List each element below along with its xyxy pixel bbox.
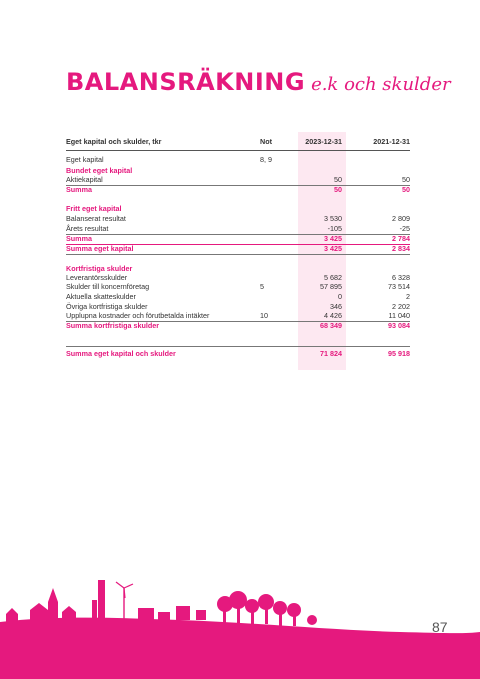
row-value-2023: 0: [338, 292, 342, 301]
row-label: Fritt eget kapital: [66, 204, 122, 213]
row-label: Skulder till koncernföretag: [66, 282, 150, 291]
row-value-2023: 50: [334, 185, 342, 194]
table-row: [66, 175, 410, 185]
row-value-2023: 4 426: [324, 311, 342, 320]
table-row: [66, 224, 410, 234]
row-label: Kortfristiga skulder: [66, 264, 133, 273]
row-value-2023: 71 824: [320, 349, 342, 358]
row-note: 8, 9: [260, 155, 272, 164]
row-label: Aktuella skatteskulder: [66, 292, 136, 301]
row-value-2021: 2: [406, 292, 410, 301]
row-label: Leverantörsskulder: [66, 273, 128, 282]
table-row: [66, 292, 410, 302]
row-value-2021: 6 328: [392, 273, 410, 282]
row-divider: [66, 254, 410, 255]
table-row: [66, 282, 410, 292]
table-row-sum: [66, 244, 410, 254]
row-note: 10: [260, 311, 268, 320]
page-title-script: e.k och skulder: [311, 74, 451, 95]
row-value-2021: 2 202: [392, 302, 410, 311]
row-value-2023: 68 349: [320, 321, 342, 330]
row-divider: [66, 346, 410, 347]
row-value-2021: 2 809: [392, 214, 410, 223]
row-value-2021: 11 040: [388, 311, 410, 320]
row-value-2023: 3 530: [324, 214, 342, 223]
row-label: Bundet eget kapital: [66, 166, 133, 175]
table-header-row: [66, 137, 410, 147]
row-label: Summa kortfristiga skulder: [66, 321, 160, 330]
page-title-main: BALANSRÄKNING: [66, 68, 306, 96]
row-value-2023: 5 682: [324, 273, 342, 282]
table-row: [66, 311, 410, 321]
row-label: Årets resultat: [66, 224, 109, 233]
row-label: Aktiekapital: [66, 175, 103, 184]
table-header-label: Eget kapital och skulder, tkr: [66, 137, 162, 146]
row-value-2023: 346: [330, 302, 342, 311]
row-value-2023: 57 895: [320, 282, 342, 291]
row-value-2023: 50: [334, 175, 342, 184]
row-value-2021: 50: [402, 185, 410, 194]
row-label: Summa: [66, 234, 92, 243]
table-row: [66, 155, 410, 165]
table-row-sum: [66, 321, 410, 331]
row-note: 5: [260, 282, 264, 291]
row-value-2021: -25: [399, 224, 410, 233]
table-row-sum: [66, 185, 410, 195]
row-value-2021: 95 918: [388, 349, 410, 358]
row-value-2023: 3 425: [324, 244, 342, 253]
row-label: Upplupna kostnader och förutbetalda intäkter: [66, 311, 210, 320]
table-header-col2: 2021-12-31: [373, 137, 410, 146]
row-value-2021: 2 784: [392, 234, 410, 243]
header-divider: [66, 150, 410, 151]
table-row: [66, 204, 410, 214]
table-row: [66, 214, 410, 224]
table-row-total: [66, 349, 410, 359]
table-header-col1: 2023-12-31: [305, 137, 342, 146]
row-label: Summa eget kapital: [66, 244, 134, 253]
row-value-2023: 3 425: [324, 234, 342, 243]
row-value-2021: 93 084: [388, 321, 410, 330]
page-number: 87: [432, 619, 448, 635]
table-header-note: Not: [260, 137, 272, 146]
row-label: Balanserat resultat: [66, 214, 126, 223]
row-label: Övriga kortfristiga skulder: [66, 302, 148, 311]
table-row-sum: [66, 234, 410, 244]
landscape-illustration: [0, 570, 480, 679]
row-label: Summa eget kapital och skulder: [66, 349, 176, 358]
row-label: Summa: [66, 185, 92, 194]
row-label: Eget kapital: [66, 155, 104, 164]
row-value-2021: 50: [402, 175, 410, 184]
row-value-2023: -105: [327, 224, 342, 233]
row-value-2021: 73 514: [388, 282, 410, 291]
row-value-2021: 2 834: [392, 244, 410, 253]
